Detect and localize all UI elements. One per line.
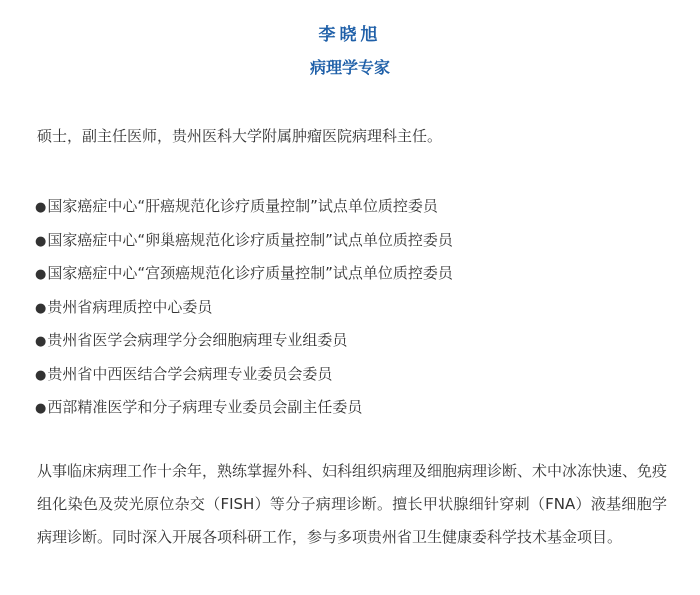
bullet-icon: ● (35, 300, 47, 316)
role-text: 贵州省病理质控中心委员 (47, 297, 213, 316)
profile-header (0, 22, 700, 80)
doctor-title: 病理学专家 (309, 58, 390, 77)
role-text: 国家癌症中心“卵巢癌规范化诊疗质量控制”试点单位质控委员 (47, 230, 453, 249)
bullet-icon: ● (35, 334, 47, 349)
bullet-icon: ● (35, 233, 47, 249)
list-item (35, 324, 453, 358)
roles-list (35, 190, 453, 425)
role-text: 国家癌症中心“肝癌规范化诊疗质量控制”试点单位质控委员 (47, 197, 438, 215)
role-text: 贵州省医学会病理学分会细胞病理专业组委员 (47, 331, 348, 349)
list-item (35, 224, 453, 258)
bullet-icon: ● (35, 367, 47, 383)
bullet-icon: ● (35, 200, 47, 215)
list-item (35, 257, 453, 291)
bullet-icon: ● (35, 401, 47, 416)
doctor-name: 李晓旭 (318, 25, 382, 45)
list-item (35, 291, 453, 325)
role-text: 贵州省中西医结合学会病理专业委员会委员 (47, 364, 333, 383)
list-item (35, 190, 453, 224)
role-text: 西部精准医学和分子病理专业委员会副主任委员 (47, 398, 363, 416)
list-item (35, 391, 453, 425)
bullet-icon: ● (35, 267, 47, 282)
description-paragraph: 从事临床病理工作十余年，熟练掌握外科、妇科组织病理及细胞病理诊断、术中冰冻快速、免疫组化染色及荧光原位杂交（FISH）等分子病理诊断。擅长甲状腺细针穿刺（FNA）液基细胞学病理诊断。同时深入开展各项科研工作，参与多项贵州省卫生健康委科学技术基金项目。 (37, 462, 668, 546)
role-text: 国家癌症中心“宫颈癌规范化诊疗质量控制”试点单位质控委员 (47, 264, 453, 282)
list-item (35, 358, 453, 392)
intro-paragraph: 硕士，副主任医师，贵州医科大学附属肿瘤医院病理科主任。 (37, 127, 443, 145)
